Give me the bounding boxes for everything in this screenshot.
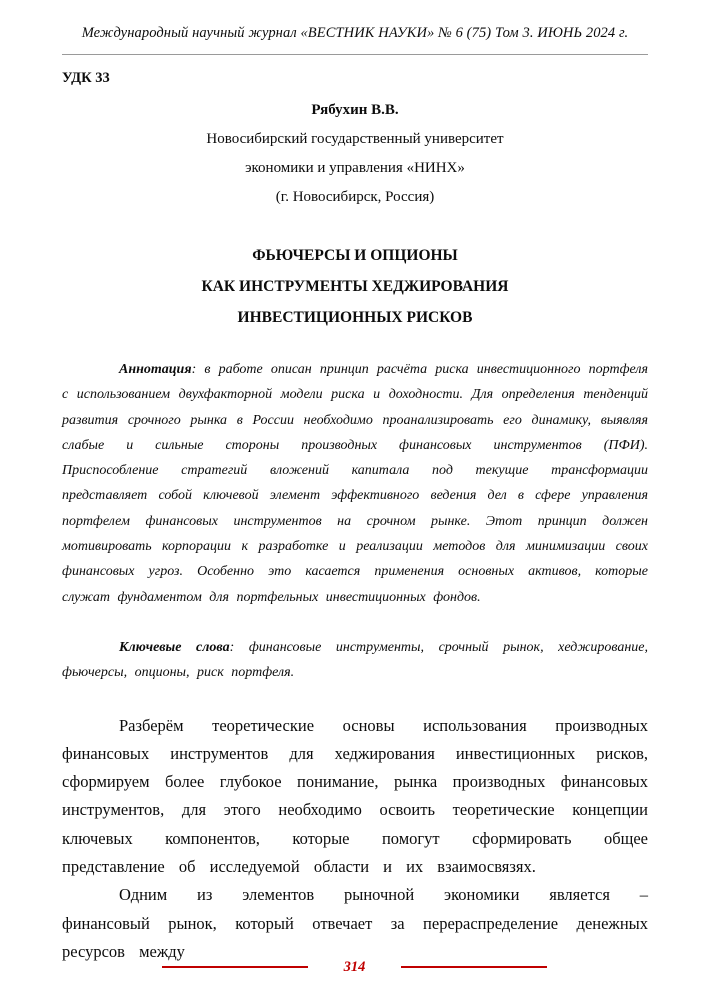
keywords-label: Ключевые слова xyxy=(119,639,230,655)
article-content xyxy=(62,68,648,966)
header-divider xyxy=(62,54,648,55)
footer-right-rule xyxy=(401,966,547,968)
body-paragraph-1: Разберём теоретические основы использования производных финансовых инструментов для хеджирования инвестиционных рисков, сформируем более глубокое понимание, рынка производных финансовых инструментов, для этого необходимо освоить теоретические концепции ключевых компонентов, которые помогут сформировать общее представление об исследуемой области и их взаимосвязях. xyxy=(62,715,648,877)
article-title-line-1: ФЬЮЧЕРСЫ И ОПЦИОНЫ xyxy=(252,247,458,264)
udc-code: УДК 33 xyxy=(62,70,110,86)
abstract-label: Аннотация xyxy=(119,362,192,377)
page-header xyxy=(62,24,648,55)
affiliation-line-1: Новосибирский государственный университет xyxy=(206,131,504,147)
article-title-line-2: КАК ИНСТРУМЕНТЫ ХЕДЖИРОВАНИЯ xyxy=(201,278,509,295)
article-title-line-3: ИНВЕСТИЦИОННЫХ РИСКОВ xyxy=(237,309,473,326)
page-number: 314 xyxy=(343,959,366,975)
footer-left-rule xyxy=(162,966,308,968)
author-name: Рябухин В.В. xyxy=(311,102,399,118)
article-title xyxy=(62,240,648,333)
keywords-text: : финансовые инструменты, срочный рынок, хеджирование, фьючерсы, опционы, риск портфеля. xyxy=(62,639,648,681)
affiliation-location: (г. Новосибирск, Россия) xyxy=(275,189,435,205)
page-footer xyxy=(0,958,709,976)
affiliation-line-2: экономики и управления «НИНХ» xyxy=(245,160,465,176)
journal-header-line: Международный научный журнал «ВЕСТНИК НАУКИ» № 6 (75) Том 3. ИЮНЬ 2024 г. xyxy=(81,25,629,41)
abstract-text: : в работе описан принцип расчёта риска инвестиционного портфеля с использованием двухфакторной модели риска и доходности. Для определения тенденций развития срочного рынка в России необходимо проанализировать его динамику, выявляя слабые и сильные стороны производных финансовых инструментов (ПФИ). Приспособление стратегий вложений капитала под текущие трансформации представляет собой ключевой элемент эффективного ведения дел в сфере управления портфелем финансовых инструментов на срочном рынке. Этот принцип должен мотивировать корпорации к разработке и реализации методов для минимизации своих финансовых угроз. Особенно это касается применения основных активов, которые служат фундаментом для портфельных инвестиционных фондов. xyxy=(62,362,648,605)
body-paragraph-2: Одним из элементов рыночной экономики является – финансовый рынок, который отвечает за перераспределение денежных ресурсов между xyxy=(62,885,648,961)
abstract-paragraph xyxy=(62,357,648,610)
keywords-paragraph xyxy=(62,635,648,686)
